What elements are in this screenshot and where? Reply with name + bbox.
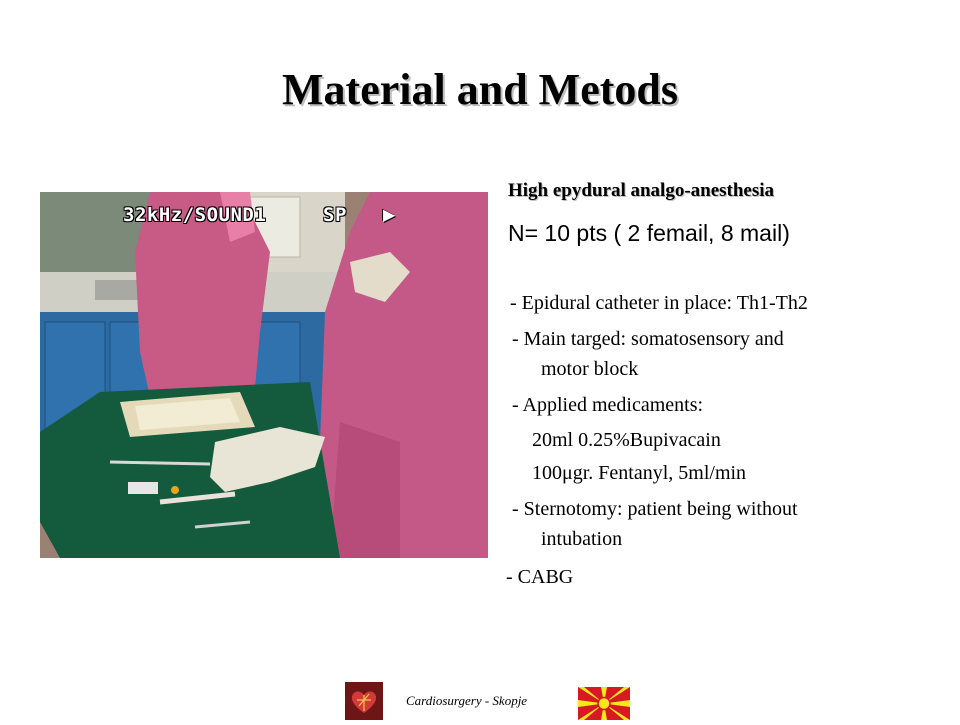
bullet-line-3: motor block — [541, 358, 639, 380]
bullet-line-8: intubation — [541, 528, 623, 550]
bullet-line-9: - CABG — [506, 566, 574, 588]
bullet-line-2: - Main targed: somatosensory and — [512, 328, 784, 350]
bullet-line-5: 20ml 0.25%Bupivacain — [532, 429, 721, 451]
heart-logo-icon — [345, 682, 383, 720]
play-icon: ▶ — [383, 207, 396, 224]
osd-speed-label: SP — [323, 204, 347, 226]
bullet-line-4: - Applied medicaments: — [512, 394, 704, 416]
surgery-photo-drawing — [40, 192, 488, 558]
slide-title: Material and Metods — [282, 65, 678, 114]
osd-audio-label: 32kHz/SOUND1 — [123, 204, 267, 226]
footer-caption: Cardiosurgery - Skopje — [406, 693, 528, 708]
bullet-line-6: 100μgr. Fentanyl, 5ml/min — [532, 462, 747, 484]
bullet-line-7: - Sternotomy: patient being without — [512, 498, 798, 520]
section-subheading: High epydural analgo-anesthesia — [508, 180, 775, 201]
macedonia-flag-icon — [578, 687, 630, 720]
surgery-photo — [40, 192, 488, 558]
bullet-line-1: - Epidural catheter in place: Th1-Th2 — [510, 292, 808, 314]
patient-count: N= 10 pts ( 2 femail, 8 mail) — [508, 220, 790, 246]
